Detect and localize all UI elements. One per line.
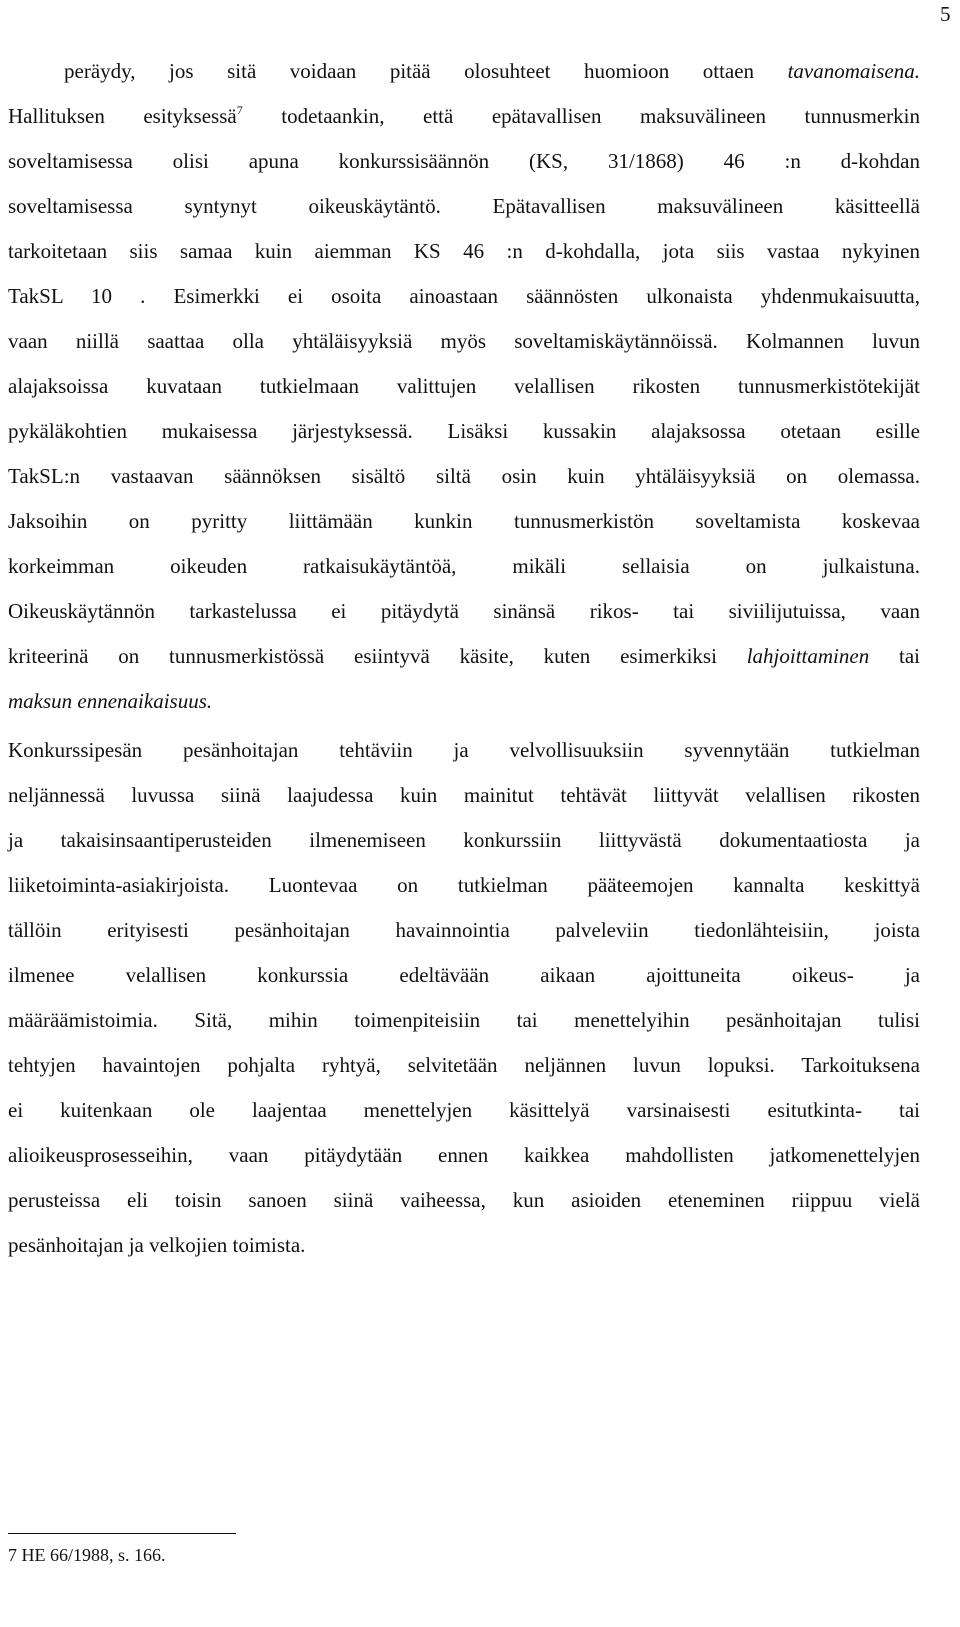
text-line — [8, 679, 920, 724]
text-line: määräämistoimia. Sitä, mihin toimenpiteisiin tai menettelyihin pesänhoitajan tulisi — [8, 1008, 920, 1032]
text-line — [8, 49, 920, 94]
text-run: peräydy, jos sitä voidaan pitää olosuhteet huomioon ottaen — [64, 59, 755, 83]
text-line: tehtyjen havaintojen pohjalta ryhtyä, selvitetään neljännen luvun lopuksi. Tarkoituksena — [8, 1053, 920, 1077]
text-run: tai — [869, 644, 921, 668]
italic-term: maksun ennenaikaisuus. — [8, 689, 213, 713]
text-line: perusteissa eli toisin sanoen siinä vaiheessa, kun asioiden eteneminen riippuu vielä — [8, 1188, 920, 1212]
text-line: soveltamisessa olisi apuna konkurssisäännön (KS, 31/1868) 46 :n d-kohdan — [8, 149, 920, 173]
page-number: 5 — [940, 2, 951, 26]
text-line: liiketoiminta-asiakirjoista. Luontevaa on tutkielman pääteemojen kannalta keskittyä — [8, 873, 920, 897]
text-line: vaan niillä saattaa olla yhtäläisyyksiä myös soveltamiskäytännöissä. Kolmannen luvun — [8, 329, 920, 353]
text-run: todetaankin, että epätavallisen maksuvälineen tunnusmerkin — [242, 104, 920, 128]
text-line: Oikeuskäytännön tarkastelussa ei pitäydytä sinänsä rikos- tai siviilijutuissa, vaan — [8, 599, 920, 623]
text-line: TakSL 10 . Esimerkki ei osoita ainoastaan säännösten ulkonaista yhdenmukaisuutta, — [8, 284, 920, 308]
text-line — [8, 94, 920, 139]
text-line: alioikeusprosesseihin, vaan pitäydytään ennen kaikkea mahdollisten jatkomenettelyjen — [8, 1143, 920, 1167]
text-line: pesänhoitajan ja velkojien toimista. — [8, 1233, 306, 1257]
text-line: ei kuitenkaan ole laajentaa menettelyjen käsittelyä varsinaisesti esitutkinta- tai — [8, 1098, 920, 1122]
text-line: korkeimman oikeuden ratkaisukäytäntöä, mikäli sellaisia on julkaistuna. — [8, 554, 920, 578]
text-run: kriteerinä on tunnusmerkistössä esiintyvä käsite, kuten esimerkiksi — [8, 644, 717, 668]
text-line: alajaksoissa kuvataan tutkielmaan valittujen velallisen rikosten tunnusmerkistötekijät — [8, 374, 920, 398]
text-line: pykäläkohtien mukaisessa järjestyksessä. Lisäksi kussakin alajaksossa otetaan esille — [8, 419, 920, 443]
text-line: ilmenee velallisen konkurssia edeltävään aikaan ajoittuneita oikeus- ja — [8, 963, 920, 987]
text-line: ja takaisinsaantiperusteiden ilmenemiseen konkurssiin liittyvästä dokumentaatiosta ja — [8, 828, 920, 852]
text-line: TakSL:n vastaavan säännöksen sisältö siltä osin kuin yhtäläisyyksiä on olemassa. — [8, 464, 920, 488]
text-line: Konkurssipesän pesänhoitajan tehtäviin ja velvollisuuksiin syvennytään tutkielman — [8, 738, 920, 762]
paragraph-2 — [8, 728, 920, 1268]
text-line: Jaksoihin on pyritty liittämään kunkin tunnusmerkistön soveltamista koskevaa — [8, 509, 920, 533]
italic-term: tavanomaisena. — [787, 59, 920, 83]
text-line: tarkoitetaan siis samaa kuin aiemman KS 46 :n d-kohdalla, jota siis vastaa nykyinen — [8, 239, 920, 263]
text-line: neljännessä luvussa siinä laajudessa kuin mainitut tehtävät liittyvät velallisen rikosten — [8, 783, 920, 807]
footnote: 7 HE 66/1988, s. 166. — [8, 1545, 166, 1565]
footnote-separator — [8, 1533, 236, 1534]
italic-term: lahjoittaminen — [746, 644, 870, 668]
footnote-reference[interactable]: 7 — [236, 103, 243, 117]
text-run: Hallituksen esityksessä — [8, 104, 237, 128]
text-line — [8, 634, 920, 679]
text-line: tällöin erityisesti pesänhoitajan havainnointia palveleviin tiedonlähteisiin, joista — [8, 918, 920, 942]
paragraph-1 — [8, 49, 920, 724]
text-line: soveltamisessa syntynyt oikeuskäytäntö. Epätavallisen maksuvälineen käsitteellä — [8, 194, 920, 218]
